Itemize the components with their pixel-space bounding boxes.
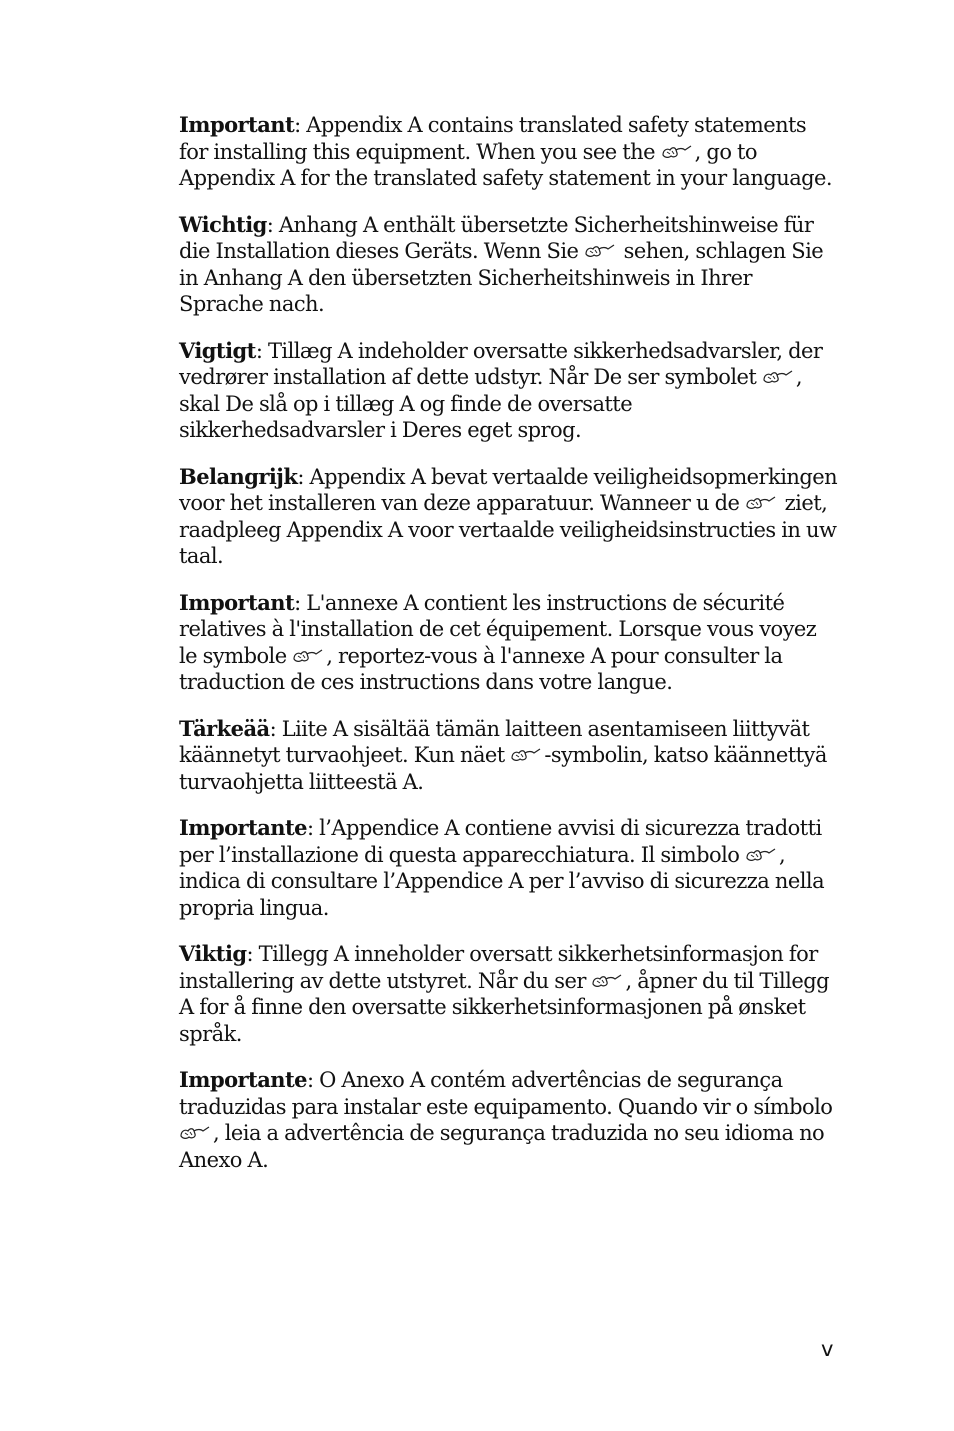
safety-notice-norwegian: [179, 941, 839, 1047]
safety-notice-french: [179, 590, 839, 696]
hand-pointing-icon: [745, 847, 779, 863]
notice-label: Important: [179, 112, 295, 137]
notice-text-before: : Tillæg A indeholder oversatte sikkerhedsadvarsler, der vedrører installation af dette udstyr. Når De ser symbolet: [179, 338, 823, 389]
notice-text-after: , indica di consultare l’Appendice A per l’avviso di sicurezza nella propria lingua.: [179, 842, 825, 920]
notice-text-after: sehen, schlagen Sie in Anhang A den übersetzten Sicherheitshinweis in Ihrer Sprache nach.: [179, 239, 824, 316]
notice-text-after: ziet, raadpleeg Appendix A voor vertaalde veiligheidsinstructies in uw taal.: [179, 491, 837, 568]
notice-label: Vigtigt: [179, 337, 256, 363]
hand-pointing-icon: [591, 973, 625, 989]
notice-text-after: , skal De slå op i tillæg A og finde de oversatte sikkerhedsadvarsler i Deres eget sprog.: [179, 365, 803, 442]
safety-notice-portuguese: [179, 1067, 839, 1173]
hand-pointing-icon: [179, 1125, 213, 1141]
safety-notice-dutch: [179, 464, 839, 570]
translated-safety-notices: [179, 112, 839, 1193]
notice-text-before: : Appendix A contains translated safety statements for installing this equipment. When you see the: [179, 113, 807, 164]
notice-label: Wichtig: [179, 211, 267, 237]
safety-notice-danish: [179, 338, 839, 444]
page-number: v: [821, 1337, 834, 1361]
hand-pointing-icon: [762, 369, 796, 385]
notice-label: Belangrijk: [179, 463, 298, 489]
hand-pointing-icon: [661, 144, 695, 160]
hand-pointing-icon: [584, 243, 618, 259]
safety-notice-english: [179, 112, 839, 192]
notice-label: Important: [179, 589, 295, 615]
hand-pointing-icon: [510, 747, 544, 763]
notice-label: Importante: [179, 815, 307, 840]
notice-label: Viktig: [179, 941, 247, 966]
safety-notice-finnish: [179, 716, 839, 796]
notice-text-after: , leia a advertência de segurança traduzida no seu idioma no Anexo A.: [179, 1121, 825, 1172]
notice-text-before: : L'annexe A contient les instructions de sécurité relatives à l'installation de cet équipement. Lorsque vous voyez le symbole: [179, 590, 817, 668]
notice-text-before: : O Anexo A contém advertências de segurança traduzidas para instalar este equipamento. Quando vir o símbolo: [179, 1068, 833, 1119]
safety-notice-german: [179, 212, 839, 318]
notice-text-before: : Liite A sisältää tämän laitteen asentamiseen liittyvät käännetyt turvaohjeet. Kun näet: [179, 716, 810, 767]
hand-pointing-icon: [292, 648, 326, 664]
safety-notice-italian: [179, 815, 839, 921]
notice-text-after: -symbolin, katso käännettyä turvaohjetta liitteestä A.: [179, 743, 827, 794]
notice-text-after: , reportez-vous à l'annexe A pour consulter la traduction de ces instructions dans votre langue.: [179, 643, 783, 694]
notice-label: Tärkeää: [179, 715, 270, 741]
notice-text-before: : Tillegg A inneholder oversatt sikkerhetsinformasjon for installering av dette utstyret. Når du ser: [179, 942, 818, 993]
notice-text-before: : Appendix A bevat vertaalde veiligheidsopmerkingen voor het installeren van deze apparatuur. Wanneer u de: [179, 464, 838, 515]
notice-text-after: , go to Appendix A for the translated safety statement in your language.: [179, 139, 833, 190]
notice-label: Importante: [179, 1067, 307, 1092]
hand-pointing-icon: [745, 495, 779, 511]
notice-text-after: , åpner du til Tillegg A for å finne den oversatte sikkerhetsinformasjonen på ønsket språk.: [179, 968, 830, 1046]
notice-text-before: : l’Appendice A contiene avvisi di sicurezza tradotti per l’installazione di questa apparecchiatura. Il simbolo: [179, 816, 822, 867]
notice-text-before: : Anhang A enthält übersetzte Sicherheitshinweise für die Installation dieses Geräts. Wenn Sie: [179, 212, 814, 263]
